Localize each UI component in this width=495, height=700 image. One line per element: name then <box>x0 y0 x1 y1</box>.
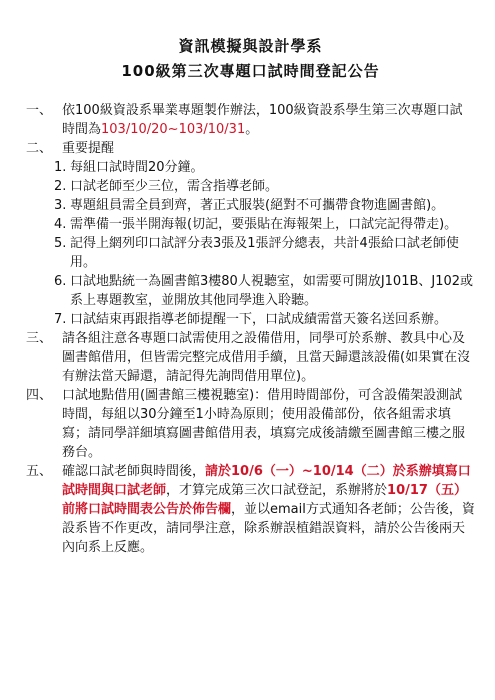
list-item-number: 1. <box>54 160 67 175</box>
list-item <box>26 272 475 310</box>
list-item <box>26 310 475 329</box>
section-2 <box>26 139 475 158</box>
list-item-number: 7. <box>54 312 67 327</box>
section-number: 四、 <box>26 388 53 403</box>
registration-deadline-highlight: 請於10/6（一）~10/14（二）於系辦填寫口試時間與口試老師 <box>62 464 471 498</box>
section-number: 五、 <box>26 464 53 479</box>
section-body: 請各組注意各專題口試需使用之設備借用，同學可於系辦、教具中心及圖書館借用，但皆需完整完成借用手續，且當天歸還該設備(如果實在沒有辦法當天歸還，請記得先詢問借用單位)。 <box>62 331 471 384</box>
document-header <box>26 34 475 84</box>
list-item <box>26 158 475 177</box>
list-item-text: 口試老師至少三位，需含指導老師。 <box>70 179 279 194</box>
list-item-number: 5. <box>54 236 67 251</box>
section-text: 確認口試老師與時間後， <box>62 464 206 479</box>
section-body <box>62 462 475 557</box>
reminder-list <box>26 158 475 329</box>
list-item-text: 專題組員需全員到齊，著正式服裝(絕對不可攜帶食物進圖書館)。 <box>70 198 445 213</box>
list-item <box>26 215 475 234</box>
list-item-text: 口試地點統一為圖書館3樓80人視聽室，如需要可開放J101B、J102或系上專題教室，並開放其他同學進入聆聽。 <box>70 274 474 308</box>
list-item <box>26 196 475 215</box>
announcement-title: 100級第三次專題口試時間登記公告 <box>121 62 380 80</box>
section-body <box>62 139 475 158</box>
list-item-text: 每組口試時間20分鐘。 <box>70 160 204 175</box>
list-item-number: 2. <box>54 179 67 194</box>
schedule-posting-highlight: 10/17（五）前將口試時間表公告於佈告欄 <box>62 483 467 517</box>
department-title: 資訊模擬與設計學系 <box>178 37 323 55</box>
list-item-number: 6. <box>54 274 67 289</box>
section-text: ，並以email方式通知各老師；公告後，資設系皆不作更改，請同學注意，除系辦誤植錯誤資料，請於公告後兩天內向系上反應。 <box>62 502 475 555</box>
section-number: 二、 <box>26 141 53 156</box>
section-number: 一、 <box>26 103 53 118</box>
section-text: ，才算完成第三次口試登記，系辦將於 <box>166 483 388 498</box>
list-item <box>26 234 475 272</box>
section-heading: 重要提醒 <box>62 141 115 156</box>
exam-period-highlight: 103/10/20~103/10/31 <box>101 122 246 137</box>
section-3 <box>26 329 475 386</box>
section-5 <box>26 462 475 557</box>
list-item-text: 需準備一張半開海報(切記，要張貼在海報架上，口試完記得帶走)。 <box>70 217 458 232</box>
list-item-text: 口試結束再跟指導老師提醒一下，口試成績需當天簽名送回系辦。 <box>70 312 448 327</box>
list-item-number: 4. <box>54 217 67 232</box>
announcement-sections <box>26 101 475 557</box>
section-4 <box>26 386 475 462</box>
section-text-tail: 。 <box>245 122 259 137</box>
list-item-text: 記得上網列印口試評分表3張及1張評分總表，共計4張給口試老師使用。 <box>70 236 459 270</box>
section-body: 口試地點借用(圖書館三樓視聽室)：借用時間部份，可含設備架設測試時間，每組以30分鐘至1小時為原則；使用設備部份，依各組需求填寫；請同學詳細填寫圖書館借用表，填寫完成後請繳至圖書館三樓之服務台。 <box>62 388 466 460</box>
section-text: 依100級資設系畢業專題製作辦法，100級資設系學生第三次專題口試時間為 <box>62 103 463 137</box>
section-body <box>62 101 475 139</box>
section-number: 三、 <box>26 331 53 346</box>
list-item-number: 3. <box>54 198 67 213</box>
section-1 <box>26 101 475 139</box>
list-item <box>26 177 475 196</box>
